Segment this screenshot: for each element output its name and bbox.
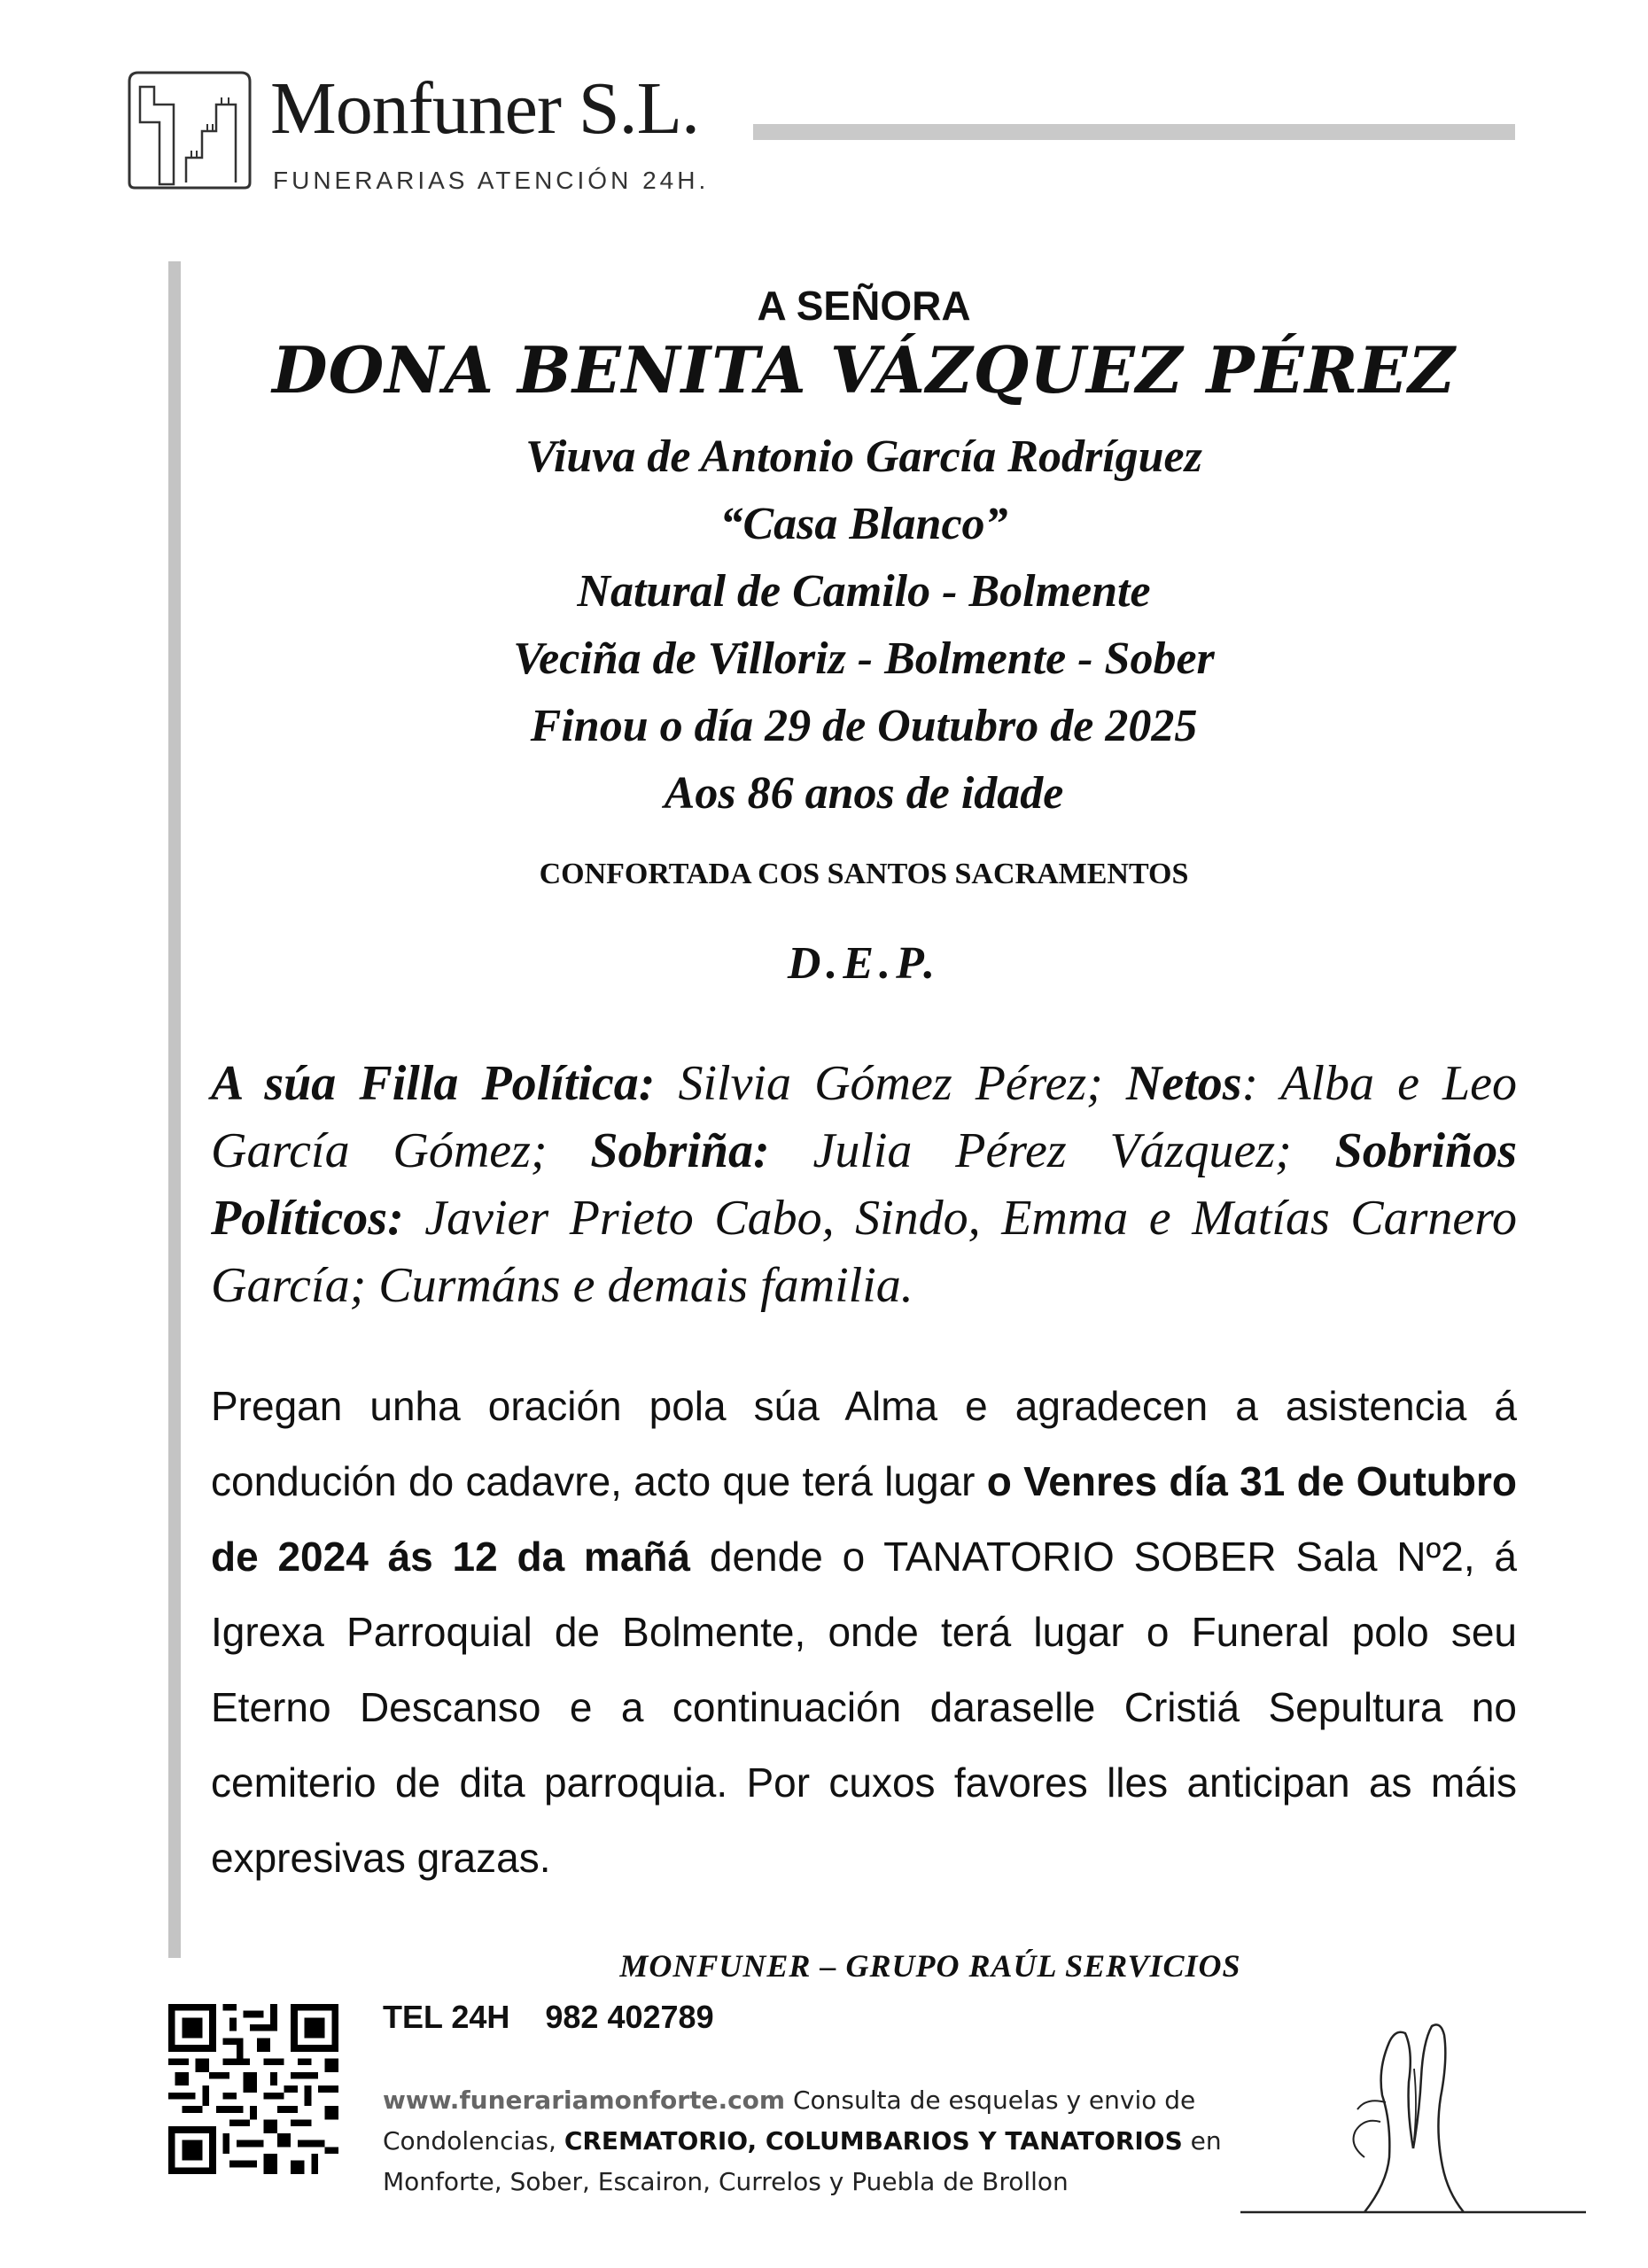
footer-group-name: MONFUNER – GRUPO RAÚL SERVICIOS — [619, 1948, 1241, 1984]
family-label-grandchildren: Netos — [1125, 1056, 1242, 1111]
qr-code-icon[interactable] — [168, 2004, 338, 2174]
age-line: Aos 86 anos de idade — [664, 768, 1064, 819]
header — [124, 69, 1524, 202]
phone-number[interactable]: 982 402789 — [545, 1999, 714, 2035]
sacraments-line: CONFORTADA COS SANTOS SACRAMENTOS — [539, 858, 1189, 890]
contact-text-1: Consulta de esquelas y envio de Condolencias, — [383, 2085, 1196, 2155]
contact-text-2: en Monforte, Sober, Escairon, Currelos y Puebla de Brollon — [383, 2126, 1222, 2196]
praying-hands-icon — [1232, 2016, 1586, 2219]
website-link[interactable]: www.funerariamonforte.com — [383, 2085, 786, 2115]
house-name-line: “Casa Blanco” — [719, 499, 1008, 549]
family-text-grandchildren: : Alba e Leo García Gómez; — [211, 1056, 1518, 1178]
dep-line: D.E.P. — [787, 938, 941, 989]
widow-of-line: Viuva de Antonio García Rodríguez — [525, 431, 1202, 482]
phone-label: TEL 24H — [383, 1999, 510, 2035]
birthplace-line: Natural de Camilo - Bolmente — [577, 566, 1151, 617]
family-paragraph — [211, 1050, 1517, 1319]
family-label-niece: Sobriña: — [590, 1123, 770, 1178]
funeral-date-time: o Venres día 31 de Outubro de 2024 ás 12 da mañá — [211, 1458, 1517, 1580]
family-text-niece: Julia Pérez Vázquez; — [769, 1123, 1335, 1178]
family-text-daughter-in-law: Silvia Gómez Pérez; — [655, 1056, 1126, 1111]
phone-line — [383, 1999, 714, 2036]
family-label-daughter-in-law: A súa Filla Política: — [211, 1056, 656, 1111]
left-vertical-divider — [168, 261, 181, 1958]
services-list: CREMATORIO, COLUMBARIOS Y TANATORIOS — [564, 2126, 1183, 2155]
company-name: Monfuner S.L. — [270, 67, 699, 150]
date-of-death-line: Finou o día 29 de Outubro de 2025 — [530, 701, 1198, 751]
funeral-details-paragraph — [211, 1369, 1517, 1896]
deceased-details — [204, 423, 1524, 827]
deceased-name: DONA BENITA VÁZQUEZ PÉREZ — [272, 332, 1456, 408]
prayer-text-2: dende o TANATORIO SOBER Sala Nº2, á Igrexa Parroquial de Bolmente, onde terá lugar o Funeral polo seu Eterno Descanso e a continuación daraselle Cristiá Sepultura no cemiterio de dita parroquia. Por cuxos favores lles anticipan as máis expresivas grazas. — [211, 1534, 1517, 1881]
contact-info — [383, 2080, 1340, 2202]
header-divider — [753, 124, 1515, 140]
residence-line: Veciña de Villoriz - Bolmente - Sober — [513, 633, 1215, 684]
prayer-text-1: Pregan unha oración pola súa Alma e agradecen a asistencia á condución do cadavre, acto que terá lugar — [211, 1383, 1517, 1504]
family-text-nephews-in-law: Javier Prieto Cabo, Sindo, Emma e Matías Carnero García; Curmáns e demais familia. — [211, 1191, 1517, 1313]
monfuner-logo-icon — [124, 69, 255, 191]
salutation: A SEÑORA — [757, 283, 971, 329]
company-tagline: FUNERARIAS ATENCIÓN 24H. — [273, 167, 710, 194]
family-label-nephews-in-law: Sobriños Políticos: — [211, 1123, 1517, 1246]
